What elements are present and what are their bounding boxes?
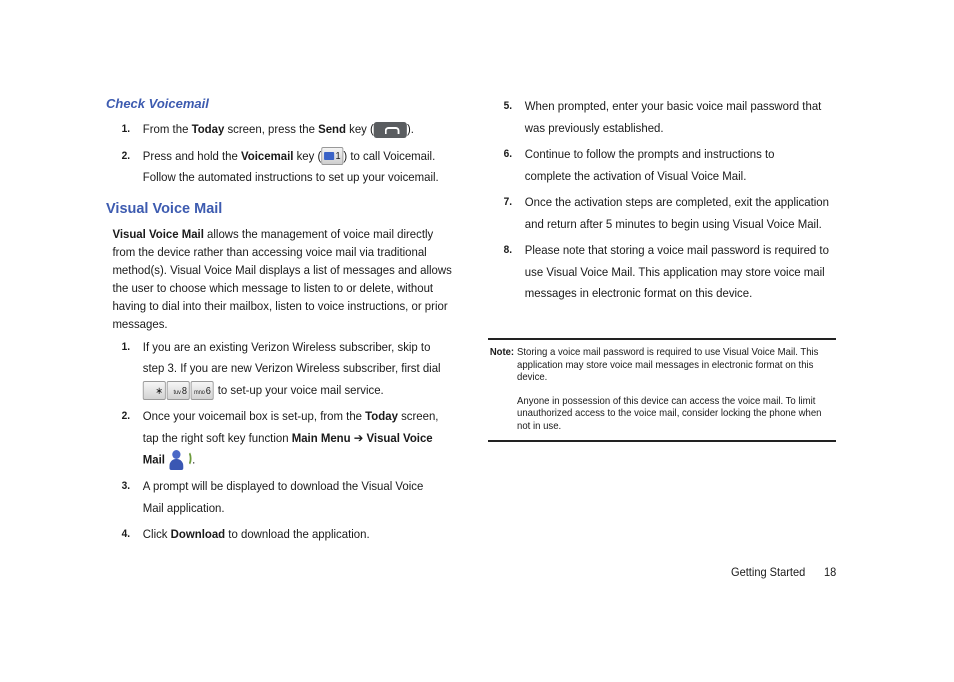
key-digit: 6	[205, 385, 211, 397]
step-text: screen,	[397, 409, 439, 423]
envelope-icon	[324, 152, 334, 160]
left-column	[106, 96, 466, 546]
arrow-icon: ➔	[350, 430, 367, 445]
vvm-description	[106, 225, 457, 333]
vvm-step-3	[106, 476, 502, 519]
note-text	[517, 347, 852, 433]
visual-voice-label: Visual Voice	[366, 430, 433, 445]
key-glyph: ∗	[155, 385, 164, 397]
step-text: .	[192, 452, 196, 467]
step-text: ).	[406, 122, 414, 136]
step-text: A prompt will be displayed to download the Visual Voice	[142, 479, 424, 493]
key-6-icon	[191, 381, 214, 400]
voicemail-key-icon	[321, 147, 343, 165]
step-text: When prompted, enter your basic voice mail password that was previously established.	[524, 99, 822, 135]
step-number: 3.	[121, 480, 131, 492]
step-text: step 3. If you are new Verizon Wireless subscriber, first dial	[142, 361, 441, 375]
activation-step-7	[488, 192, 838, 235]
step-number: 5.	[503, 100, 513, 112]
step-text: tap the right soft key function	[142, 430, 292, 445]
check-voicemail-heading: Check Voicemail	[106, 96, 209, 111]
step-text: Follow the automated instructions to set up your voicemail.	[142, 170, 439, 184]
activation-step-6	[488, 144, 801, 187]
note-row	[488, 347, 836, 433]
step-number: 1.	[121, 340, 131, 353]
vvm-bold: Visual Voice Mail	[112, 226, 204, 241]
step-text: to set-up your voice mail service.	[214, 382, 384, 397]
key-letters: tuv	[173, 389, 181, 396]
step-number: 4.	[121, 528, 131, 540]
step-text: screen, press the	[224, 122, 319, 136]
footer-section: Getting Started	[731, 565, 806, 579]
step-text: Mail application.	[142, 500, 225, 515]
step-text: Continue to follow the prompts and instructions to complete the activation of Visual Voice Mail.	[524, 147, 775, 183]
step-text: ) to call Voicemail.	[343, 148, 436, 163]
visual-voice-mail-heading: Visual Voice Mail	[106, 200, 223, 217]
note-label: Note:	[489, 347, 515, 358]
activation-step-5	[488, 96, 838, 139]
today-label: Today	[191, 122, 225, 136]
step-number: 8.	[503, 244, 513, 256]
step-number: 6.	[503, 148, 513, 160]
vvm-text: allows the management of voice mail directly from the device rather than accessing voice mail via traditional method(s). Visual Voice Mail displays a list of messages and allows the user to choose which message to listen to or delete, without having to dial into their mailbox, listen to voice instructions, or prior messages.	[112, 226, 452, 331]
activation-step-8	[488, 240, 838, 305]
mail-label: Mail	[142, 452, 165, 467]
page-number: 18	[824, 565, 837, 579]
check-step-1	[106, 119, 502, 141]
vvm-step-1	[106, 337, 502, 402]
today-label: Today	[365, 409, 398, 423]
check-step-2	[106, 146, 502, 189]
step-number: 7.	[503, 196, 513, 208]
step-text: key (	[345, 122, 374, 136]
step-number: 2.	[121, 410, 131, 422]
right-column	[488, 96, 838, 305]
step-text: to download the application.	[225, 527, 370, 541]
key-8-icon	[167, 381, 190, 400]
vvm-step-2	[106, 406, 502, 471]
visual-voice-mail-icon	[168, 449, 192, 471]
step-number: 2.	[121, 149, 131, 162]
step-text: key (	[293, 148, 322, 163]
main-menu-label: Main Menu	[291, 430, 351, 445]
step-text: Once the activation steps are completed, exit the application and return after 5 minutes to begin using Visual Voice Mail.	[524, 195, 829, 231]
send-label: Send	[318, 122, 346, 136]
step-text: Once your voicemail box is set-up, from the	[142, 409, 366, 423]
step-text: Please note that storing a voice mail password is required to use Visual Voice Mail. This application may store voice mail messages in electronic format on this device.	[524, 243, 829, 300]
note-paragraph-2: Anyone in possession of this device can access the voice mail. To limit unauthorized access to the voice mail, consider locking the phone when not in use.	[517, 395, 822, 432]
note-paragraph-1: Storing a voice mail password is required to use Visual Voice Mail. This application may store voice mail messages in electronic format on this device.	[517, 347, 819, 383]
step-text: If you are an existing Verizon Wireless subscriber, skip to	[142, 339, 431, 354]
step-text: Click	[142, 527, 171, 541]
star-key-icon	[143, 381, 166, 400]
step-number: 1.	[121, 123, 131, 135]
download-label: Download	[170, 527, 226, 541]
send-key-icon	[374, 122, 407, 138]
vvm-step-4	[106, 524, 502, 546]
voicemail-label: Voicemail	[241, 148, 294, 163]
step-text: From the	[142, 122, 192, 136]
note-box	[488, 338, 836, 442]
step-text: Press and hold the	[142, 148, 242, 163]
key-letters: mno	[194, 389, 205, 396]
key-digit: 8	[181, 385, 187, 397]
key-digit: 1	[335, 151, 341, 163]
